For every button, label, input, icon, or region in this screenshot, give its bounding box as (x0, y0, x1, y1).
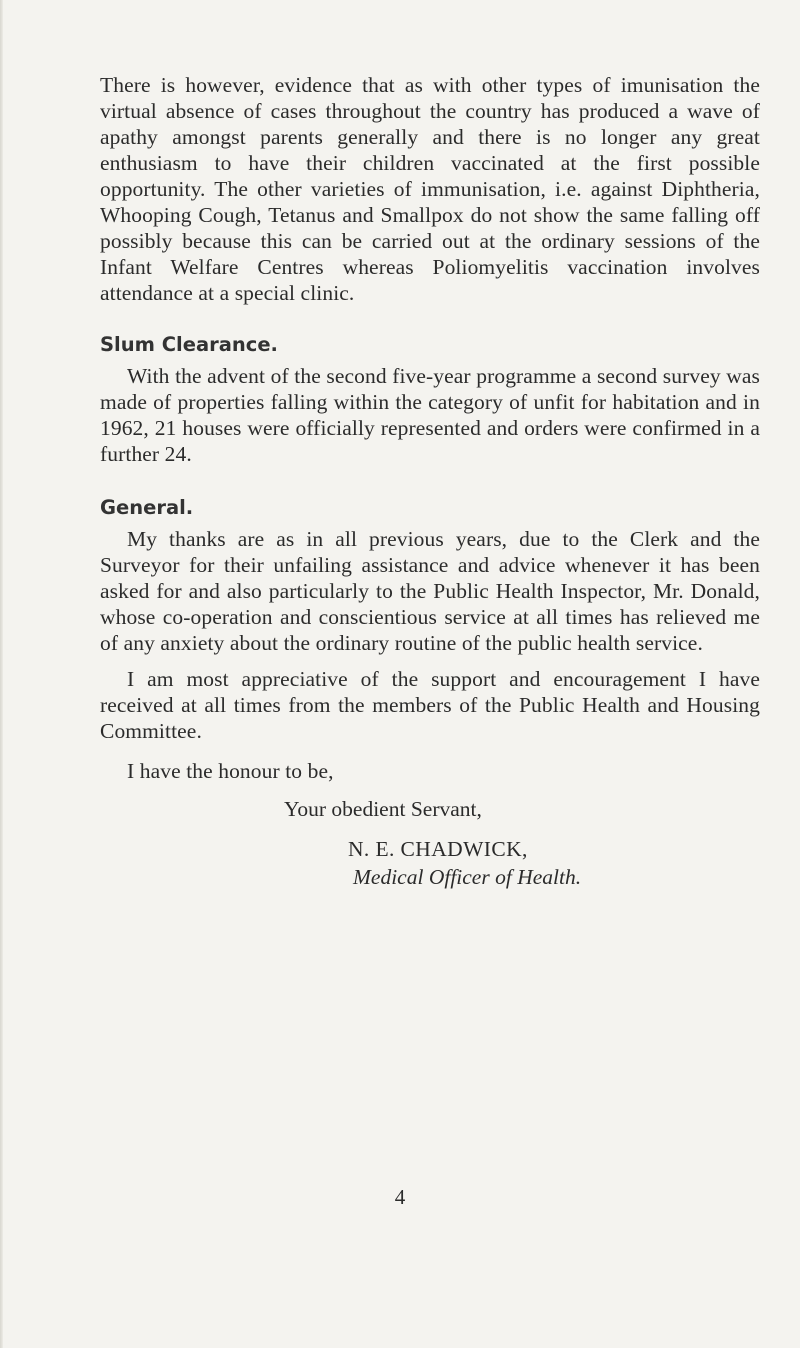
slum-clearance-paragraph: With the advent of the second five-year programme a second survey was made of properties falling within the category of unfit for habitation and in 1962, 21 houses were officially represented and orders were confirmed in a further 24. (100, 364, 760, 466)
document-body (100, 72, 760, 890)
page-edge-shadow (0, 0, 3, 1348)
intro-paragraph: There is however, evidence that as with other types of imunisation the virtual absence of cases throughout the country has produced a wave of apathy amongst parents generally and there is no longer any great enthusiasm to have their children vaccinated at the first possible opportunity. The other varieties of immunisation, i.e. against Diphtheria, Whooping Cough, Tetanus and Smallpox do not show the same falling off possibly because this can be carried out at the ordinary sessions of the Infant Welfare Centres whereas Poliomyelitis vaccination involves attendance at a special clinic. (100, 73, 760, 305)
closing-line: Your obedient Servant, (284, 797, 482, 821)
page-number: 4 (394, 1185, 406, 1209)
honour-line: I have the honour to be, (127, 759, 334, 783)
signatory-title: Medical Officer of Health. (353, 865, 582, 889)
general-heading: General. (100, 496, 194, 519)
signatory-name: N. E. CHADWICK, (348, 837, 528, 861)
appreciation-paragraph: I am most appreciative of the support and encouragement I have received at all times from the members of the Public Health and Housing Committee. (100, 667, 760, 743)
slum-clearance-heading: Slum Clearance. (100, 333, 278, 356)
thanks-paragraph: My thanks are as in all previous years, due to the Clerk and the Surveyor for their unfailing assistance and advice whenever it has been asked for and also particularly to the Public Health Inspector, Mr. Donald, whose co-operation and conscientious service at all times has relieved me of any anxiety about the ordinary routine of the public health service. (100, 527, 760, 655)
